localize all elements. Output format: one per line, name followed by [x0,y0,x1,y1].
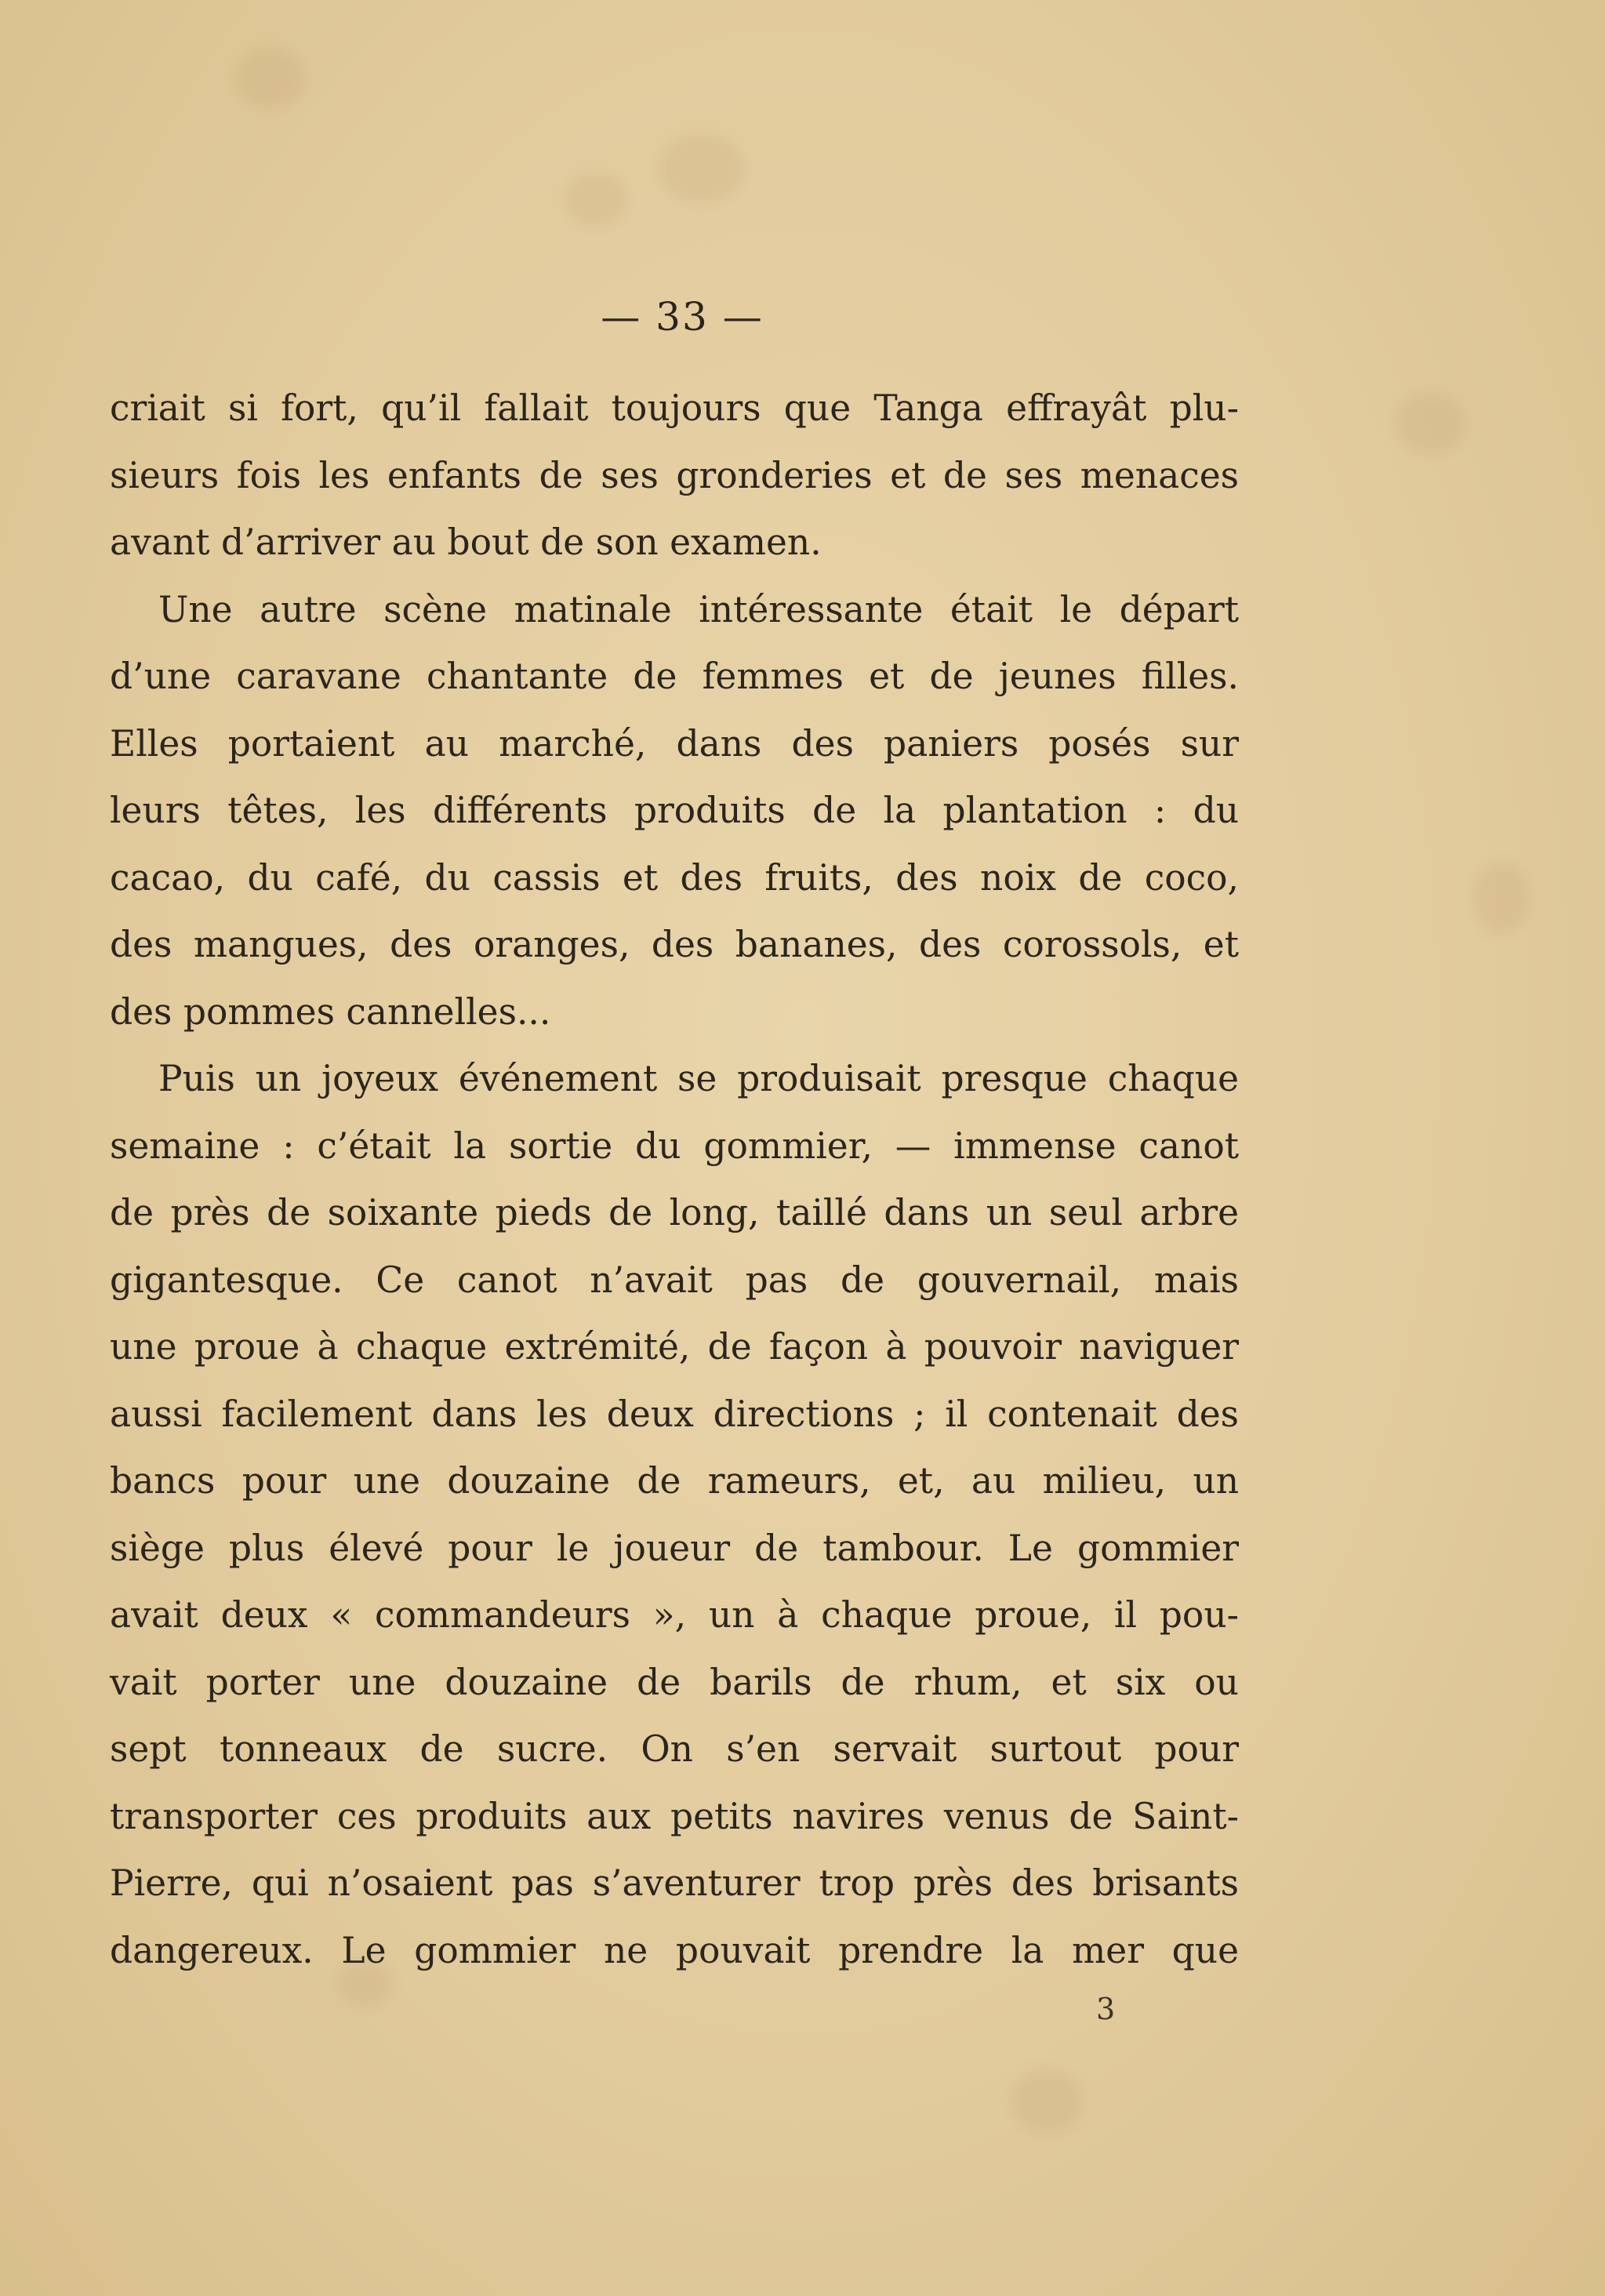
text-line: d’une caravane chantante de femmes et de jeunes filles. [110,656,1239,697]
text-line: une proue à chaque extrémité, de façon à pouvoir naviguer [110,1326,1239,1368]
text-line: gigantesque. Ce canot n’avait pas de gouvernail, mais [110,1259,1239,1301]
text-line: de près de soixante pieds de long, taillé dans un seul arbre [110,1192,1239,1233]
body-text [110,375,1239,1984]
text-line: bancs pour une douzaine de rameurs, et, au milieu, un [110,1460,1239,1502]
text-line: des mangues, des oranges, des bananes, des corossols, et [110,924,1239,965]
text-line: cacao, du café, du cassis et des fruits, des noix de coco, [110,856,1239,899]
text-line: Pierre, qui n’osaient pas s’aventurer trop près des brisants [110,1862,1239,1904]
text-line: transporter ces produits aux petits navires venus de Saint- [110,1795,1239,1837]
text-line: Elles portaient au marché, dans des paniers posés sur [110,722,1239,765]
text-line: aussi facilement dans les deux directions ; il contenait des [110,1393,1239,1435]
paper-stain [235,47,306,110]
paper-stain [565,173,627,227]
text-line: sieurs fois les enfants de ses gronderies et de ses menaces [110,454,1239,496]
paper-stain [1396,392,1466,455]
text-line: dangereux. Le gommier ne pouvait prendre la mer que [110,1929,1239,1971]
paper-stain [1011,2070,1082,2133]
text-line: vait porter une douzaine de barils de rhum, et six ou [110,1661,1239,1703]
text-line: sept tonneaux de sucre. On s’en servait surtout pour [110,1728,1239,1770]
text-line: avait deux « commandeurs », un à chaque proue, il pou- [110,1594,1239,1636]
text-line: semaine : c’était la sortie du gommier, — immense canot [110,1124,1239,1167]
text-line: leurs têtes, les différents produits de la plantation : du [110,790,1239,831]
text-line: Une autre scène matinale intéressante était le départ [158,588,1239,630]
page-number-header: — 33 — [601,294,764,340]
signature-mark: 3 [1096,1992,1116,2026]
paper-stain [659,133,745,204]
paper-stain [1474,863,1529,933]
text-line: criait si fort, qu’il fallait toujours que Tanga effrayât plu- [110,387,1239,429]
text-line: avant d’arriver au bout de son examen. [110,521,822,563]
text-line: des pommes cannelles... [110,990,551,1033]
text-line: siège plus élevé pour le joueur de tambour. Le gommier [110,1527,1239,1569]
text-line: Puis un joyeux événement se produisait presque chaque [158,1058,1239,1099]
